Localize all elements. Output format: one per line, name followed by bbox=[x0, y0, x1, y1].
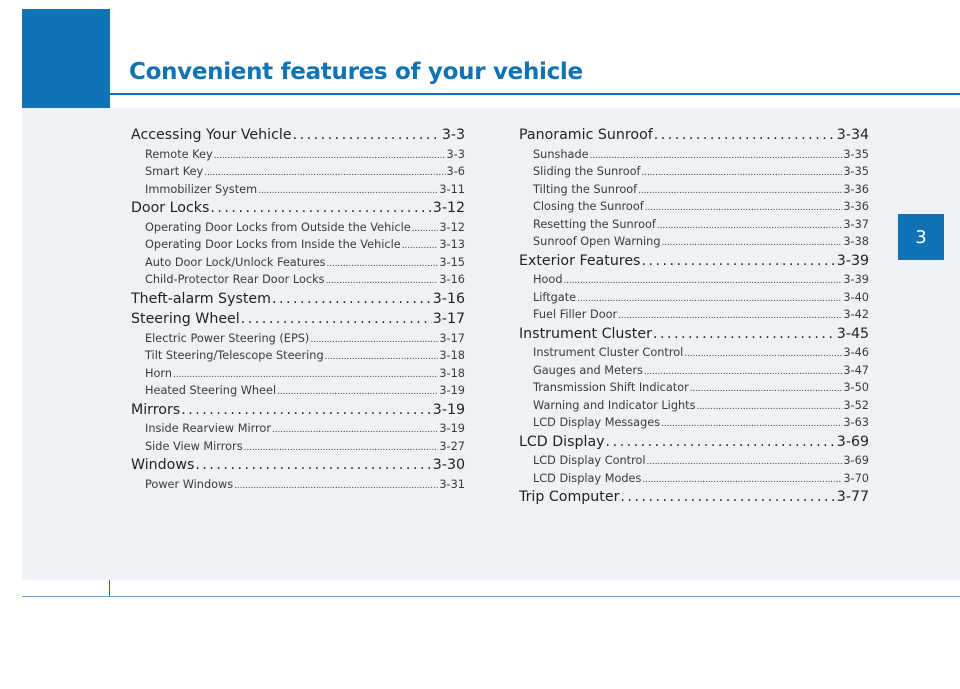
toc-section-entry[interactable] bbox=[519, 487, 869, 508]
toc-entry-page: 3-42 bbox=[843, 308, 869, 321]
toc-column-right bbox=[519, 125, 869, 508]
toc-subsection-entry[interactable] bbox=[131, 365, 465, 383]
chapter-number: 3 bbox=[915, 226, 927, 248]
toc-subsection-entry[interactable] bbox=[131, 163, 465, 181]
toc-subsection-entry[interactable] bbox=[519, 452, 869, 470]
toc-subsection-entry[interactable] bbox=[519, 216, 869, 234]
toc-entry-page: 3-36 bbox=[843, 182, 869, 196]
toc-entry-page: 3-35 bbox=[843, 165, 869, 178]
toc-entry-label: Immobilizer System bbox=[145, 182, 258, 196]
toc-entry-label: Trip Computer bbox=[519, 489, 620, 505]
toc-subsection-entry[interactable] bbox=[519, 344, 869, 362]
toc-dot-leader bbox=[258, 183, 438, 199]
toc-section-entry[interactable] bbox=[131, 198, 465, 219]
toc-entry-label: Warning and Indicator Lights bbox=[533, 398, 696, 412]
toc-entry-label: Door Locks bbox=[131, 200, 210, 216]
toc-entry-label: LCD Display bbox=[519, 433, 605, 450]
toc-entry-label: LCD Display Control bbox=[533, 454, 646, 467]
toc-entry-page: 3-13 bbox=[439, 238, 465, 251]
toc-entry-label: Panoramic Sunroof bbox=[519, 127, 653, 143]
toc-section-entry[interactable] bbox=[131, 455, 465, 476]
toc-entry-page: 3-31 bbox=[439, 477, 465, 491]
toc-subsection-entry[interactable] bbox=[131, 438, 465, 456]
toc-entry-label: Hood bbox=[533, 273, 563, 286]
toc-subsection-entry[interactable] bbox=[131, 476, 465, 494]
toc-section-entry[interactable] bbox=[519, 251, 869, 272]
toc-subsection-entry[interactable] bbox=[131, 347, 465, 365]
toc-entry-page: 3-19 bbox=[439, 384, 465, 397]
title-underline bbox=[109, 93, 960, 95]
toc-entry-page: 3-18 bbox=[439, 349, 465, 362]
toc-dot-leader bbox=[204, 165, 445, 181]
toc-dot-leader bbox=[684, 346, 842, 362]
toc-entry-page: 3-36 bbox=[843, 200, 869, 213]
toc-entry-page: 3-45 bbox=[836, 325, 869, 342]
toc-entry-page: 3-17 bbox=[432, 311, 465, 327]
toc-subsection-entry[interactable] bbox=[519, 379, 869, 397]
toc-subsection-entry[interactable] bbox=[519, 233, 869, 251]
toc-dot-leader bbox=[653, 324, 836, 345]
toc-entry-page: 3-34 bbox=[836, 127, 869, 143]
toc-entry-label: Power Windows bbox=[145, 477, 234, 491]
toc-dot-leader bbox=[577, 291, 842, 307]
toc-section-entry[interactable] bbox=[519, 324, 869, 345]
toc-dot-leader bbox=[326, 273, 439, 289]
toc-entry-label: Closing the Sunroof bbox=[533, 200, 644, 213]
toc-dot-leader bbox=[662, 235, 843, 251]
toc-dot-leader bbox=[272, 422, 438, 438]
toc-entry-page: 3-12 bbox=[439, 220, 465, 234]
toc-entry-page: 3-38 bbox=[843, 235, 869, 248]
toc-dot-leader bbox=[620, 487, 835, 508]
toc-entry-label: Remote Key bbox=[145, 147, 213, 161]
toc-entry-label: Instrument Cluster Control bbox=[533, 346, 684, 359]
toc-entry-page: 3-12 bbox=[432, 200, 465, 216]
toc-dot-leader bbox=[657, 218, 842, 234]
toc-entry-page: 3-69 bbox=[836, 433, 869, 450]
toc-dot-leader bbox=[564, 273, 843, 289]
toc-entry-label: Smart Key bbox=[145, 165, 204, 178]
toc-entry-page: 3-16 bbox=[432, 290, 465, 307]
toc-entry-label: Auto Door Lock/Unlock Features bbox=[145, 255, 326, 269]
toc-entry-page: 3-3 bbox=[441, 127, 465, 143]
toc-entry-label: Transmission Shift Indicator bbox=[533, 381, 689, 394]
toc-entry-label: LCD Display Modes bbox=[533, 471, 642, 485]
page-title: Convenient features of your vehicle bbox=[129, 59, 583, 85]
toc-entry-label: Liftgate bbox=[533, 290, 577, 304]
toc-dot-leader bbox=[654, 125, 836, 146]
toc-subsection-entry[interactable] bbox=[519, 271, 869, 289]
toc-dot-leader bbox=[590, 148, 843, 164]
toc-entry-page: 3-70 bbox=[843, 471, 869, 485]
toc-entry-label: Resetting the Sunroof bbox=[533, 217, 656, 231]
toc-dot-leader bbox=[661, 416, 842, 432]
toc-subsection-entry[interactable] bbox=[519, 198, 869, 216]
toc-dot-leader bbox=[412, 221, 439, 237]
toc-dot-leader bbox=[214, 148, 446, 164]
toc-section-entry[interactable] bbox=[131, 125, 465, 146]
toc-dot-leader bbox=[244, 440, 439, 456]
toc-entry-label: Windows bbox=[131, 457, 195, 473]
toc-entry-page: 3-17 bbox=[439, 331, 465, 345]
toc-entry-page: 3-52 bbox=[843, 398, 869, 412]
toc-dot-leader bbox=[647, 454, 843, 470]
toc-subsection-entry[interactable] bbox=[519, 414, 869, 432]
chapter-tab[interactable] bbox=[898, 214, 944, 260]
toc-entry-page: 3-6 bbox=[446, 165, 465, 178]
toc-entry-label: Sunshade bbox=[533, 147, 589, 161]
toc-dot-leader bbox=[241, 309, 432, 330]
toc-dot-leader bbox=[310, 332, 438, 348]
toc-dot-leader bbox=[645, 200, 843, 216]
toc-subsection-entry[interactable] bbox=[519, 163, 869, 181]
toc-dot-leader bbox=[618, 308, 842, 324]
toc-entry-label: Gauges and Meters bbox=[533, 363, 643, 377]
toc-entry-label: Accessing Your Vehicle bbox=[131, 127, 292, 143]
toc-dot-leader bbox=[642, 165, 843, 181]
toc-entry-page: 3-19 bbox=[439, 422, 465, 435]
toc-entry-page: 3-63 bbox=[843, 416, 869, 429]
toc-entry-page: 3-39 bbox=[843, 273, 869, 286]
toc-entry-page: 3-47 bbox=[843, 363, 869, 377]
toc-entry-label: Horn bbox=[145, 366, 173, 380]
toc-subsection-entry[interactable] bbox=[131, 219, 465, 237]
toc-dot-leader bbox=[210, 198, 431, 219]
toc-column-left bbox=[131, 125, 465, 493]
toc-subsection-entry[interactable] bbox=[131, 420, 465, 438]
toc-subsection-entry[interactable] bbox=[131, 330, 465, 348]
toc-section-entry[interactable] bbox=[131, 309, 465, 330]
toc-subsection-entry[interactable] bbox=[519, 362, 869, 380]
toc-dot-leader bbox=[402, 238, 439, 254]
toc-subsection-entry[interactable] bbox=[519, 289, 869, 307]
toc-entry-page: 3-37 bbox=[843, 217, 869, 231]
toc-dot-leader bbox=[606, 432, 836, 453]
toc-subsection-entry[interactable] bbox=[131, 254, 465, 272]
toc-dot-leader bbox=[173, 367, 438, 383]
toc-subsection-entry[interactable] bbox=[519, 470, 869, 488]
toc-entry-page: 3-3 bbox=[446, 147, 465, 161]
toc-dot-leader bbox=[638, 183, 842, 199]
toc-dot-leader bbox=[277, 384, 438, 400]
toc-dot-leader bbox=[195, 455, 431, 476]
toc-entry-label: Operating Door Locks from Outside the Vehicle bbox=[145, 220, 411, 234]
toc-entry-page: 3-16 bbox=[439, 273, 465, 286]
toc-entry-label: Mirrors bbox=[131, 401, 181, 418]
toc-subsection-entry[interactable] bbox=[131, 382, 465, 400]
toc-subsection-entry[interactable] bbox=[519, 306, 869, 324]
toc-entry-label: Operating Door Locks from Inside the Vehicle bbox=[145, 238, 401, 251]
toc-entry-page: 3-50 bbox=[843, 381, 869, 394]
toc-entry-page: 3-39 bbox=[836, 252, 869, 269]
toc-entry-label: Tilt Steering/Telescope Steering bbox=[145, 349, 324, 362]
toc-entry-label: Electric Power Steering (EPS) bbox=[145, 331, 310, 345]
toc-entry-label: Steering Wheel bbox=[131, 311, 240, 327]
header-color-block bbox=[22, 9, 109, 108]
toc-dot-leader bbox=[644, 364, 842, 380]
toc-dot-leader bbox=[272, 289, 432, 310]
toc-section-entry[interactable] bbox=[519, 432, 869, 453]
toc-entry-label: Instrument Cluster bbox=[519, 325, 652, 342]
toc-entry-page: 3-40 bbox=[843, 290, 869, 304]
toc-entry-label: Theft-alarm System bbox=[131, 290, 271, 307]
toc-dot-leader bbox=[696, 399, 842, 415]
toc-dot-leader bbox=[690, 381, 843, 397]
toc-entry-page: 3-19 bbox=[432, 401, 465, 418]
toc-subsection-entry[interactable] bbox=[519, 397, 869, 415]
toc-entry-page: 3-27 bbox=[439, 439, 465, 453]
toc-dot-leader bbox=[181, 400, 432, 421]
footer-rule bbox=[22, 596, 960, 597]
toc-entry-page: 3-15 bbox=[439, 255, 465, 269]
toc-dot-leader bbox=[234, 478, 438, 494]
toc-subsection-entry[interactable] bbox=[131, 181, 465, 199]
toc-entry-label: Fuel Filler Door bbox=[533, 308, 618, 321]
toc-subsection-entry[interactable] bbox=[519, 181, 869, 199]
toc-entry-page: 3-46 bbox=[843, 346, 869, 359]
toc-entry-page: 3-18 bbox=[439, 366, 465, 380]
toc-entry-label: Inside Rearview Mirror bbox=[145, 422, 271, 435]
toc-subsection-entry[interactable] bbox=[519, 146, 869, 164]
toc-dot-leader bbox=[327, 256, 439, 272]
toc-dot-leader bbox=[293, 125, 441, 146]
toc-entry-label: Tilting the Sunroof bbox=[533, 182, 638, 196]
toc-entry-label: Heated Steering Wheel bbox=[145, 384, 277, 397]
toc-dot-leader bbox=[325, 349, 439, 365]
toc-entry-page: 3-35 bbox=[843, 147, 869, 161]
toc-entry-page: 3-77 bbox=[836, 489, 869, 505]
toc-section-entry[interactable] bbox=[519, 125, 869, 146]
toc-subsection-entry[interactable] bbox=[131, 271, 465, 289]
toc-subsection-entry[interactable] bbox=[131, 146, 465, 164]
toc-entry-label: Sliding the Sunroof bbox=[533, 165, 641, 178]
toc-dot-leader bbox=[642, 472, 842, 488]
toc-dot-leader bbox=[641, 251, 835, 272]
toc-entry-label: LCD Display Messages bbox=[533, 416, 661, 429]
toc-entry-page: 3-30 bbox=[432, 457, 465, 473]
toc-entry-label: Child-Protector Rear Door Locks bbox=[145, 273, 325, 286]
toc-entry-page: 3-11 bbox=[439, 182, 465, 196]
toc-section-entry[interactable] bbox=[131, 400, 465, 421]
toc-section-entry[interactable] bbox=[131, 289, 465, 310]
toc-entry-page: 3-69 bbox=[843, 454, 869, 467]
toc-entry-label: Sunroof Open Warning bbox=[533, 235, 661, 248]
toc-subsection-entry[interactable] bbox=[131, 236, 465, 254]
toc-entry-label: Side View Mirrors bbox=[145, 439, 243, 453]
toc-entry-label: Exterior Features bbox=[519, 252, 641, 269]
